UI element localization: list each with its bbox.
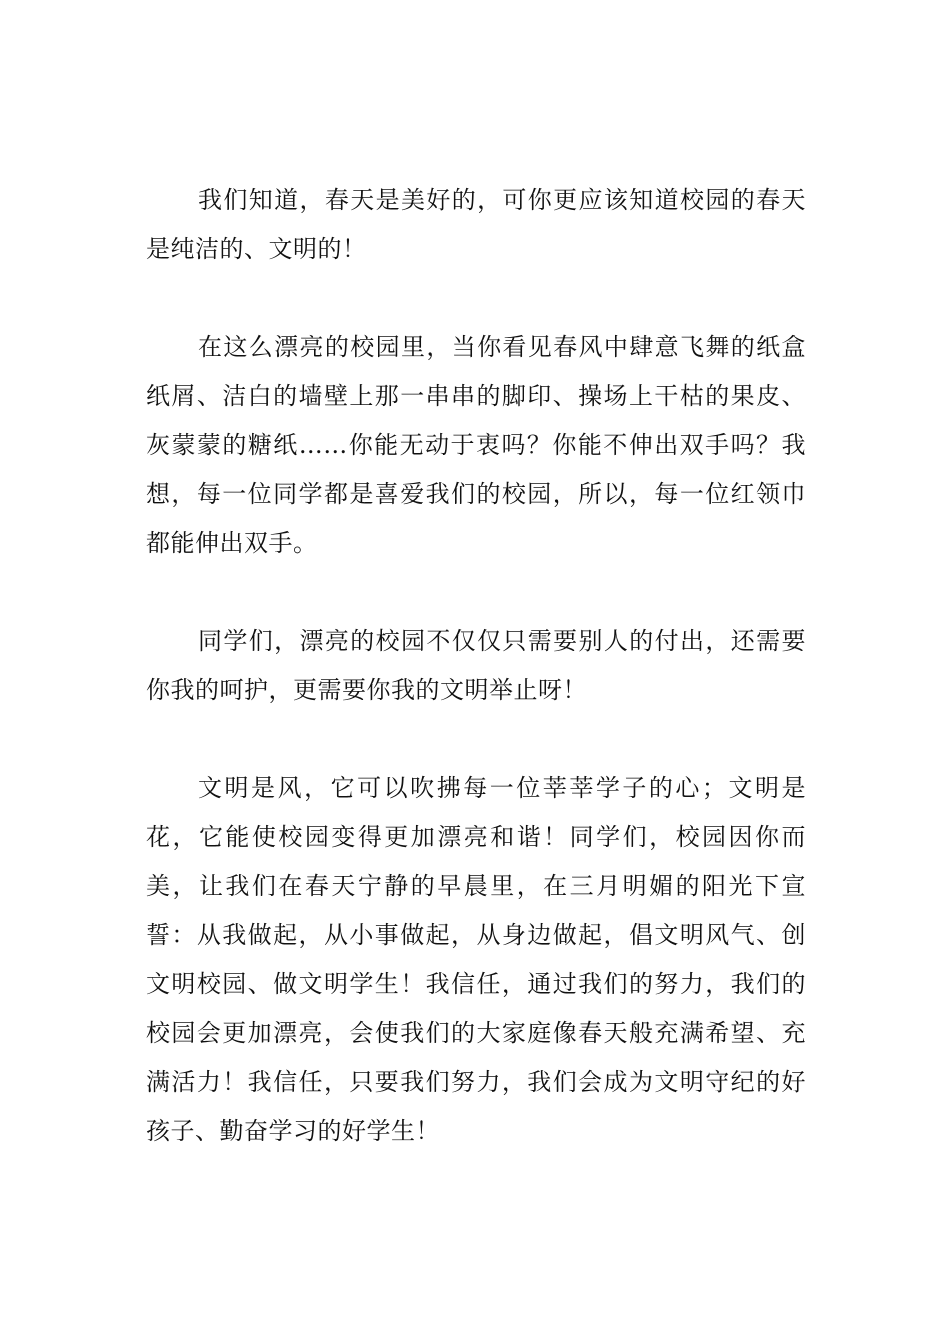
paragraph-2: 在这么漂亮的校园里，当你看见春风中肆意飞舞的纸盒纸屑、洁白的墙壁上那一串串的脚印、操场上干枯的果皮、灰蒙蒙的糖纸……你能无动于衷吗？你能不伸出双手吗？我想，每一位同学都是喜爱我们的校园，所以，每一位红领巾都能伸出双手。 [146,333,806,557]
paragraph-3: 同学们，漂亮的校园不仅仅只需要别人的付出，还需要你我的呵护，更需要你我的文明举止呀！ [146,627,806,704]
paragraph-1: 我们知道，春天是美好的，可你更应该知道校园的春天是纯洁的、文明的！ [146,186,806,263]
document-body [146,176,806,1205]
paragraph-4: 文明是风，它可以吹拂每一位莘莘学子的心；文明是花，它能使校园变得更加漂亮和谐！同学们，校园因你而美，让我们在春天宁静的早晨里，在三月明媚的阳光下宣誓：从我做起，从小事做起，从身边做起，倡文明风气、创文明校园、做文明学生！我信任，通过我们的努力，我们的校园会更加漂亮，会使我们的大家庭像春天般充满希望、充满活力！我信任，只要我们努力，我们会成为文明守纪的好孩子、勤奋学习的好学生！ [146,774,806,1145]
